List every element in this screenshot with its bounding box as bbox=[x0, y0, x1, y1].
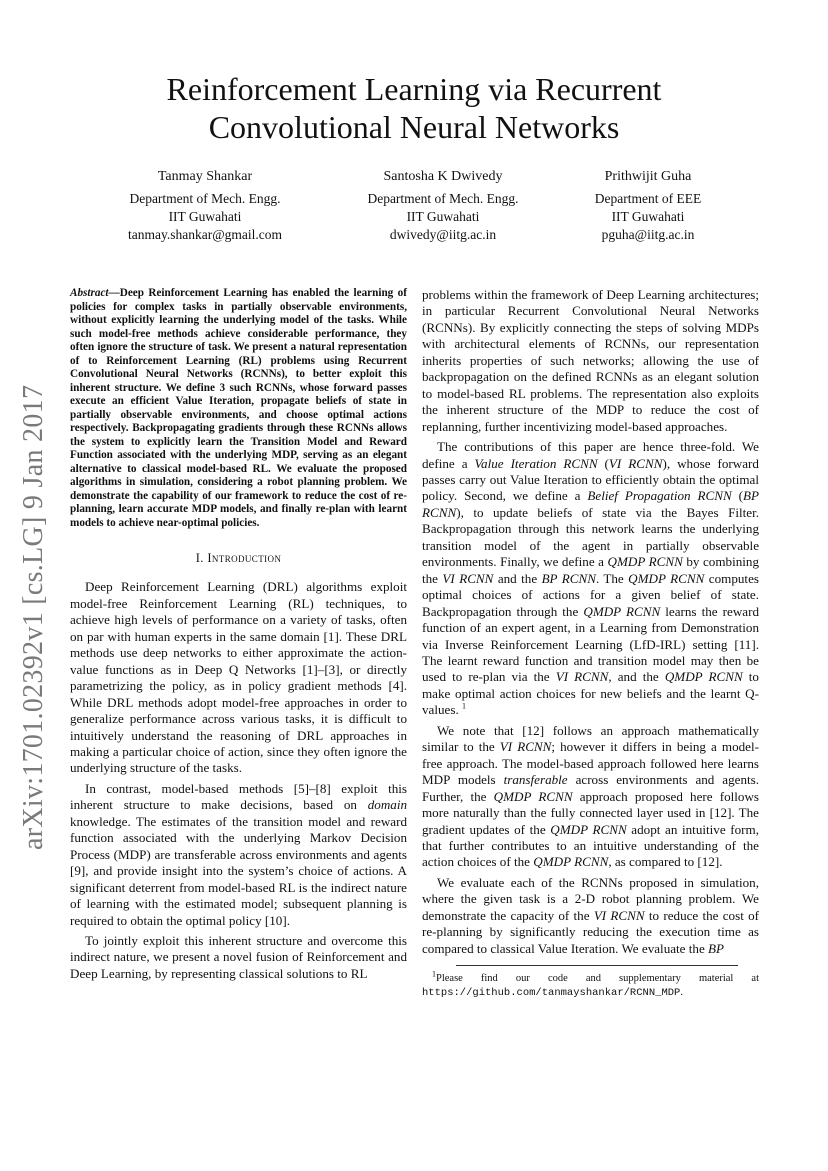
footnote-text: Please find our code and supplementary material at bbox=[436, 973, 759, 984]
abstract bbox=[70, 287, 407, 530]
title-line-1: Reinforcement Learning via Recurrent bbox=[166, 71, 662, 107]
footnote-number: 1 bbox=[432, 969, 436, 979]
author-email: pguha@iitg.ac.in bbox=[601, 227, 695, 242]
section-title: Introduction bbox=[207, 551, 282, 565]
author-department: Department of Mech. Engg. bbox=[129, 191, 281, 206]
paragraph: Deep Reinforcement Learning (DRL) algorithms exploit model-free Reinforcement Learning (RL) techniques, to achieve high levels of performance on a variety of tasks, often on par with human experts in the same domain [1]. These DRL methods use deep networks to either approximate the action-value functions as in Deep Q Networks [1]–[3], or directly parametrizing the policy, as in policy gradient methods [4]. While DRL methods adopt model-free approaches in order to generalize performance across various tasks, it is difficult to intuitively understand the reasoning of DRL approaches in making a particular choice of action, since they often ignore the underlying structure of the tasks. bbox=[70, 579, 407, 776]
title-line-2: Convolutional Neural Networks bbox=[208, 109, 620, 145]
author-institution: IIT Guwahati bbox=[406, 209, 480, 224]
paragraph: We note that [12] follows an approach mathematically similar to the VI RCNN; however it differs in being a model-free approach. The model-based approach followed here learns MDP models transferable across environments and agents. Further, the QMDP RCNN approach proposed here follows more naturally than the fully connected layer used in [12]. The gradient updates of the QMDP RCNN adopt an intuitive form, that further contributes to an intuitive understanding of the action choices of the QMDP RCNN, as compared to [12]. bbox=[422, 722, 760, 870]
author-block bbox=[338, 168, 548, 244]
arxiv-identifier-stamp: arXiv:1701.02392v1 [cs.LG] 9 Jan 2017 bbox=[18, 384, 49, 850]
paragraph: The contributions of this paper are hence three-fold. We define a Value Iteration RCNN (VI RCNN), whose forward passes carry out Value Iteration to efficiently obtain the optimal policy. Second, we define a Belief Propagation RCNN (BP RCNN), to update beliefs of state via the Bayes Filter. Backpropagation through this network learns the underlying transition model of the agent in partially observable environments. Finally, we define a QMDP RCNN by combining the VI RCNN and the BP RCNN. The QMDP RCNN computes optimal choices of actions for a given belief of state. Backpropagation through the QMDP RCNN learns the reward function of an expert agent, in a Learning from Demonstration via Inverse Reinforcement Learning (LfD-IRL) setting [11]. The learnt reward function and transition model may then be used to re-plan via the VI RCNN, and the QMDP RCNN to make optimal action choices for new beliefs and the learnt Q-values. $^1$ bbox=[422, 439, 759, 718]
author-department: Department of Mech. Engg. bbox=[367, 191, 519, 206]
paragraph: We evaluate each of the RCNNs proposed in simulation, where the given task is a 2-D robot planning problem. We demonstrate the capacity of the VI RCNN to reduce the cost of re-planning by significantly reducing the execution time as compared to classical Value Iteration. We evaluate the BP bbox=[422, 874, 760, 956]
paragraph: problems within the framework of Deep Learning architectures; in particular Recurrent Convolutional Neural Networks (RCNNs). By explicitly connecting the steps of solving MDPs with architectural elements of RCNNs, our representation inherits properties of such networks; allowing the use of backpropagation on the defined RCNNs as an elegant solution to model-based RL problems. The representation also exploits the inherent structure of the MDP to reduce the cost of replanning, further incentivizing model-based approaches. bbox=[422, 287, 759, 434]
left-column bbox=[70, 287, 407, 982]
author-institution: IIT Guwahati bbox=[611, 209, 685, 224]
author-name: Tanmay Shankar bbox=[157, 169, 253, 184]
author-block bbox=[548, 168, 748, 244]
right-column bbox=[422, 287, 759, 957]
author-institution: IIT Guwahati bbox=[168, 209, 242, 224]
footnote-divider bbox=[456, 965, 738, 966]
paper-title bbox=[0, 70, 828, 146]
author-name: Prithwijit Guha bbox=[604, 169, 692, 184]
author-block bbox=[100, 168, 310, 244]
author-email: tanmay.shankar@gmail.com bbox=[127, 227, 282, 242]
author-name: Santosha K Dwivedy bbox=[383, 169, 503, 184]
footnote: $^1$Please find our code and supplementary material at https://github.com/tanmayshankar/RCNN_MDP. bbox=[422, 969, 759, 999]
section-number: I. bbox=[195, 551, 204, 565]
abstract-lead: Abstract bbox=[70, 287, 109, 299]
author-email: dwivedy@iitg.ac.in bbox=[389, 227, 497, 242]
section-heading bbox=[70, 550, 407, 566]
paragraph: To jointly exploit this inherent structure and overcome this indirect nature, we present a novel fusion of Reinforcement and Deep Learning, by representing classical solutions to RL bbox=[70, 932, 407, 981]
footnote-url-link[interactable]: https://github.com/tanmayshankar/RCNN_MDP bbox=[422, 987, 681, 999]
paragraph: In contrast, model-based methods [5]–[8] exploit this inherent structure to make decisions, based on domain knowledge. The estimates of the transition model and reward function associated with the underlying Markov Decision Process (MDP) are transferable across environments and agents [9], and provide insight into the system’s choice of actions. A significant deterrent from model-based RL is the indirect nature of learning with the estimated model; subsequent planning is required to obtain the optimal policy [10]. bbox=[70, 780, 407, 928]
author-department: Department of EEE bbox=[594, 191, 702, 206]
footnote-mark: 1 bbox=[462, 701, 466, 711]
abstract-text: —Deep Reinforcement Learning has enabled the learning of policies for complex tasks in partially observable environments, without explicitly learning the underlying model of the tasks. While such model-free methods achieve considerable performance, they often ignore the structure of task. We present a natural representation of to Reinforcement Learning (RL) problems using Recurrent Convolutional Neural Networks (RCNNs), to better exploit this inherent structure. We define 3 such RCNNs, whose forward passes execute an efficient Value Iteration, propagate beliefs of state in partially observable environments, and choose optimal actions respectively. Backpropagating gradients through these RCNNs allows the system to explicitly learn the Transition Model and Reward Function associated with the underlying MDP, serving as an elegant alternative to classical model-based RL. We evaluate the proposed algorithms in simulation, considering a robot planning problem. We demonstrate the capability of our framework to reduce the cost of re-planning, learn accurate MDP models, and finally re-plan with learnt models to achieve near-optimal policies. bbox=[70, 287, 407, 529]
